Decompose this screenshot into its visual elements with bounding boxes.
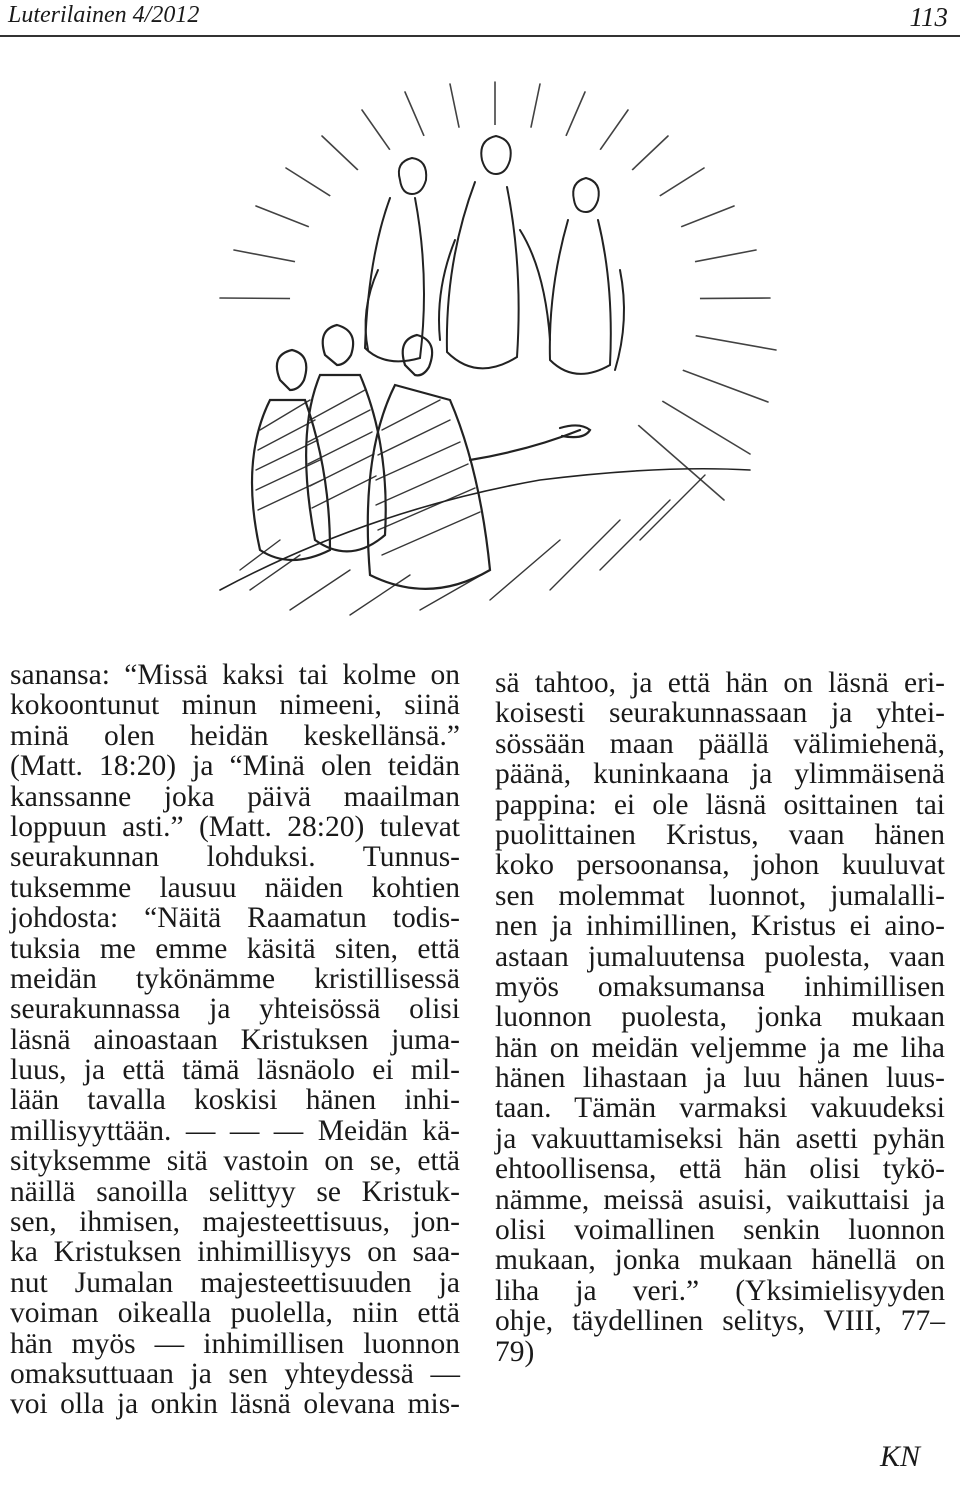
text-line: sanansa: “Missä kaksi tai kolme on bbox=[10, 659, 460, 691]
text-line: nen ja inhimillinen, Kristus ei aino- bbox=[495, 910, 945, 943]
text-line: luonnon puolesta, jonka mukaan bbox=[495, 1001, 945, 1034]
text-line: sössään maan päällä välimiehenä, bbox=[495, 727, 945, 760]
left-column bbox=[10, 660, 460, 1420]
text-line: minä olen heidän keskellänsä.” bbox=[10, 719, 460, 752]
text-line: olisi voimallinen senkin luonnon bbox=[495, 1214, 945, 1247]
text-line: sen molemmat luonnot, jumalalli- bbox=[495, 879, 945, 912]
text-line: hän on meidän veljemme ja me liha bbox=[495, 1031, 945, 1064]
text-line: nämme, meissä asuisi, vaikuttaisi ja bbox=[495, 1183, 945, 1216]
text-line: (Matt. 18:20) ja “Minä olen teidän bbox=[10, 750, 460, 783]
text-line: ka Kristuksen inhimillisyys on saa- bbox=[10, 1236, 460, 1269]
text-line: hänen lihastaan ja luu hänen luus- bbox=[495, 1062, 945, 1095]
header-rule bbox=[0, 35, 960, 37]
text-line: seurakunnan lohduksi. Tunnus- bbox=[10, 841, 460, 874]
text-line: kokoontunut minun nimeeni, siinä bbox=[10, 689, 460, 722]
text-line: loppuun asti.” (Matt. 28:20) tulevat bbox=[10, 810, 460, 843]
text-line: päänä, kuninkaana ja ylimmäisenä bbox=[495, 758, 945, 791]
text-line: pappina: ei ole läsnä osittainen tai bbox=[495, 788, 945, 821]
page-number: 113 bbox=[909, 2, 948, 32]
text-line: johdosta: “Näitä Raamatun todis- bbox=[10, 902, 460, 935]
text-line: mukaan, jonka mukaan hänellä on bbox=[495, 1244, 945, 1277]
text-line: liha ja veri.” (Yksimielisyyden bbox=[495, 1274, 945, 1307]
text-line: kanssanne joka päivä maailman bbox=[10, 780, 460, 813]
text-line: puolittainen Kristus, vaan hänen bbox=[495, 818, 945, 851]
text-line: lään tavalla koskisi hänen inhi- bbox=[10, 1084, 460, 1117]
text-line: ohje, täydellinen selitys, VIII, 77– bbox=[495, 1305, 945, 1338]
text-line: koisesti seurakunnassaan ja yhtei- bbox=[495, 697, 945, 730]
text-line: astaan jumaluutensa puolesta, vaan bbox=[495, 940, 945, 973]
text-line: millisyyttään. — — — Meidän kä- bbox=[10, 1114, 460, 1147]
text-line: myös omaksumansa inhimillisen bbox=[495, 970, 945, 1003]
text-line: omaksuttuaan ja sen yhteydessä — bbox=[10, 1357, 460, 1390]
text-line: koko persoonansa, johon kuuluvat bbox=[495, 849, 945, 882]
text-line: hän myös — inhimillisen luonnon bbox=[10, 1327, 460, 1360]
text-line: luus, ja että tämä läsnäolo ei mil- bbox=[10, 1054, 460, 1087]
text-line: sityksemme sitä vastoin on se, että bbox=[10, 1145, 460, 1178]
publication-title: Luterilainen 4/2012 bbox=[8, 2, 200, 28]
text-line: nut Jumalan majesteettisuuden ja bbox=[10, 1266, 460, 1299]
text-line: ehtoollisensa, että hän olisi tykö- bbox=[495, 1153, 945, 1186]
text-line: ja vakuuttamiseksi hän asetti pyhän bbox=[495, 1122, 945, 1155]
text-line: taan. Tämän varmaksi vakuudeksi bbox=[495, 1092, 945, 1125]
text-line: meidän tykönämme kristillisessä bbox=[10, 962, 460, 995]
text-line: seurakunnassa ja yhteisössä olisi bbox=[10, 993, 460, 1026]
text-line: sen, ihmisen, majesteettisuus, jon- bbox=[10, 1206, 460, 1239]
text-line: voiman oikealla puolella, niin että bbox=[10, 1297, 460, 1330]
text-line: näillä sanoilla selittyy se Kristuk- bbox=[10, 1175, 460, 1208]
author-signature: KN bbox=[879, 1440, 920, 1473]
transfiguration-sketch-icon bbox=[150, 70, 840, 650]
text-line: tuksia me emme käsitä siten, että bbox=[10, 932, 460, 965]
page-header bbox=[0, 0, 960, 30]
text-line: sä tahtoo, ja että hän on läsnä eri- bbox=[495, 667, 945, 699]
text-line: tuksemme lausuu näiden kohtien bbox=[10, 871, 460, 904]
text-line: läsnä ainoastaan Kristuksen juma- bbox=[10, 1023, 460, 1056]
right-column bbox=[495, 668, 945, 1367]
text-line: 79) bbox=[495, 1335, 535, 1368]
text-line: voi olla ja onkin läsnä olevana mis- bbox=[10, 1388, 460, 1421]
